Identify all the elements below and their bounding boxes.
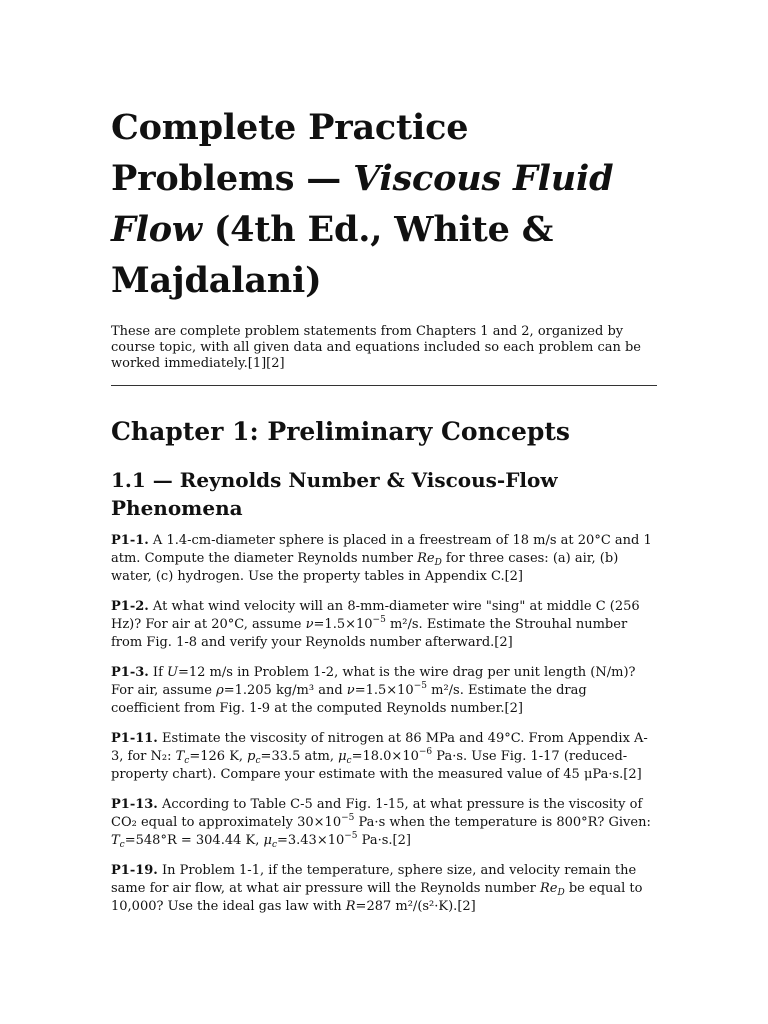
problem-p1-19: P1-19. In Problem 1-1, if the temperature, sphere size, and velocity remain the same for air flow, at what air pressure will the Reynolds number $Re_D$ be equal to 10,000? Use the ideal gas law with R=287 m²/(s²·K).[2]: [111, 863, 643, 914]
math-critical-temperature: $T_c=548$: [111, 833, 161, 850]
title-book-name: Viscous Fluid Flow: [111, 158, 614, 250]
math-reynolds: $Re_D$: [417, 551, 442, 568]
horizontal-divider: [111, 385, 657, 386]
problem-label: P1-13.: [111, 797, 158, 812]
math-critical-viscosity: $\mu_c=3.43\times 10^{-5}$: [263, 831, 358, 850]
math-gas-constant: R=287: [345, 899, 392, 914]
problem-label: P1-19.: [111, 863, 158, 878]
intro-paragraph: These are complete problem statements from Chapters 1 and 2, organized by course topic, with all given data and equations included so each problem can be worked immediately.[1][2]: [111, 324, 641, 371]
problem-label: P1-1.: [111, 533, 149, 548]
section-heading: 1.1 — Reynolds Number & Viscous-Flow Phenomena: [111, 468, 558, 520]
chapter-heading: Chapter 1: Preliminary Concepts: [111, 417, 570, 446]
math-critical-viscosity: $\mu_c=18.0\times 10^{-6}$: [338, 747, 433, 766]
math-critical-pressure: $p_c=33.5$: [247, 749, 301, 766]
problem-p1-2: P1-2. At what wind velocity will an 8-mm-diameter wire "sing" at middle C (256 Hz)? For air at 20°C, assume $\nu=1.5\times 10^{-5}$ m²/s. Estimate the Strouhal number from Fig. 1-8 and verify your Reynolds number afterward.[2]: [111, 599, 640, 650]
title-text-2: (4th Ed., White & Majdalani): [111, 209, 554, 301]
problem-p1-3: P1-3. If U=12 m/s in Problem 1-2, what is the wire drag per unit length (N/m)? For air, assume ρ=1.205 kg/m³ and $\nu=1.5\times 10^{-5}$ m²/s. Estimate the drag coefficient from Fig. 1-9 at the computed Reynolds number.[2]: [111, 665, 636, 716]
problem-label: P1-2.: [111, 599, 149, 614]
math-critical-temperature: $T_c=126$: [175, 749, 226, 766]
problem-label: P1-3.: [111, 665, 149, 680]
math-nu: $\nu=1.5\times 10^{-5}$: [305, 615, 386, 632]
problem-p1-11: P1-11. Estimate the viscosity of nitrogen at 86 MPa and 49°C. From Appendix A-3, for N₂: $T_c=126$ K, $p_c=33.5$ atm, $\mu_c=18.0\times 10^{-6}$ Pa·s. Use Fig. 1-17 (reduced-property chart). Compare your estimate with the measured value of 45 μPa·s.[2]: [111, 731, 648, 782]
math-velocity: U=12: [167, 665, 206, 680]
math-reynolds: $Re_D$: [540, 881, 565, 898]
math-viscosity-value: $30\times 10^{-5}$: [297, 813, 355, 830]
problem-p1-13: P1-13. According to Table C-5 and Fig. 1-15, at what pressure is the viscosity of CO₂ equal to approximately $30\times 10^{-5}$ Pa·s when the temperature is 800°R? Given: $T_c=548^\circ R = 304.44$ K, $\mu_c=3.43\times 10^{-5}$ Pa·s.[2]: [111, 797, 651, 850]
problem-label: P1-11.: [111, 731, 158, 746]
page-title: [111, 102, 657, 306]
title-text-1: Complete Practice Problems —: [111, 107, 469, 199]
math-density: ρ=1.205: [216, 683, 272, 698]
math-nu: $\nu=1.5\times 10^{-5}$: [346, 681, 427, 698]
problem-p1-1: P1-1. A 1.4-cm-diameter sphere is placed in a freestream of 18 m/s at 20°C and 1 atm. Compute the diameter Reynolds number $Re_D$ for three cases: (a) air, (b) water, (c) hydrogen. Use the property tables in Appendix C.[2]: [111, 533, 652, 584]
